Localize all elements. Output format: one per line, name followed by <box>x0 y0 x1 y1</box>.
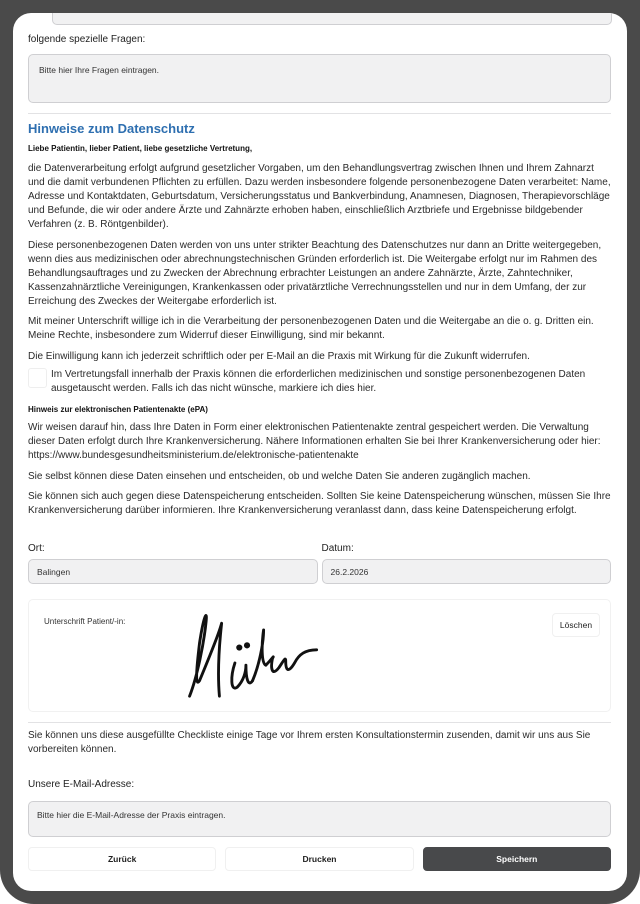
signature-label: Unterschrift Patient/-in: <box>44 617 126 626</box>
questions-textarea[interactable]: Bitte hier Ihre Fragen eintragen. <box>28 54 611 103</box>
privacy-paragraph: die Datenverarbeitung erfolgt aufgrund gesetzlicher Vorgaben, um den Behandlungsvertrag zwischen Ihnen und Ihrem Zahnarzt und die damit verbundenen Pflichten zu erfüllen. Dazu werden insbesondere folgende personenbezogene Daten verarbeitet: Name, Adresse und Kontaktdaten, Geburtsdatum, Versicherungsstatus und Bankverbindung, Anamnesen, Diagnosen, Therapievorschläge und Befunde, die wir oder andere Ärzte und Zahnärzte erhoben haben, einschließlich Arztbriefe und Ergebnisse bildgebender Verfahren (z. B. Röntgenbilder). <box>28 163 611 230</box>
divider <box>28 113 611 114</box>
epa-heading: Hinweis zur elektronischen Patientenakte (ePA) <box>28 405 208 414</box>
place-date-inputs <box>28 559 611 584</box>
action-buttons <box>28 847 611 871</box>
date-input[interactable]: 26.2.2026 <box>322 559 612 584</box>
epa-paragraph: Wir weisen darauf hin, dass Ihre Daten in Form einer elektronischen Patientenakte zentral gespeichert werden. Die Verwaltung dieser Daten erfolgt durch Ihre Krankenversicherung. Nähere Informationen erhalten Sie bei Ihrer Krankenversicherung oder hier: https://www.bundesgesundheitsministerium.de/elektronische-patientenakte <box>28 422 601 461</box>
privacy-paragraph: Mit meiner Unterschrift willige ich in die Verarbeitung der personenbezogenen Daten und die Weitergabe an die o. g. Dritten ein. Meine Rechte, insbesondere zum Widerruf dieser Einwilligung, sind mir bekannt. <box>28 316 594 341</box>
privacy-paragraph: Diese personenbezogenen Daten werden von uns unter strikter Beachtung des Datenschutzes nur dann an Dritte weitergegeben, wenn dies aus medizinischen oder abrechnungstechnischen Gründen erforderlich ist. Die Weitergabe erfolgt nur im Rahmen des Behandlungsauftrages und zu Zwecken der Abrechnung erbrachter Leistungen an andere Zahnärzte, Ärzte, Zahntechniker, Kassenzahnärztliche Vereinigungen, Krankenkassen oder privatärztliche Verrechnungsstellen und nur in dem Umfang, der zur Erreichung des Zweckes der Weitergabe erforderlich ist. <box>28 240 602 307</box>
epa-paragraph: Sie können sich auch gegen diese Datenspeicherung entscheiden. Sollten Sie keine Datenspeicherung wünschen, müssen Sie Ihre Krankenversicherung darüber informieren. Ihre Krankenversicherung veranlasst dann, dass keine Datenspeicherung erfolgt. <box>28 491 611 516</box>
send-note: Sie können uns diese ausgefüllte Checkliste einige Tage vor Ihrem ersten Konsultationstermin zusenden, damit wir uns aus Sie vorbereiten können. <box>28 730 591 755</box>
place-input[interactable]: Balingen <box>28 559 318 584</box>
email-label: Unsere E-Mail-Adresse: <box>28 779 135 790</box>
save-button[interactable]: Speichern <box>423 847 611 871</box>
form-content <box>28 33 611 871</box>
salutation: Liebe Patientin, lieber Patient, liebe gesetzliche Vertretung, <box>28 144 253 153</box>
questions-label: folgende spezielle Fragen: <box>28 34 146 45</box>
place-date-labels <box>28 542 611 556</box>
previous-textarea[interactable] <box>52 13 612 25</box>
substitution-checkbox[interactable] <box>28 368 47 388</box>
clear-signature-button[interactable]: Löschen <box>552 613 600 637</box>
substitution-checkbox-label: Im Vertretungsfall innerhalb der Praxis können die erforderlichen medizinischen und sonstige personenbezogenen Daten ausgetauscht werden. Falls ich das nicht wünsche, markiere ich dies hier. <box>51 369 586 394</box>
email-textarea[interactable]: Bitte hier die E-Mail-Adresse der Praxis eintragen. <box>28 801 611 837</box>
divider <box>28 722 611 723</box>
print-button[interactable]: Drucken <box>225 847 413 871</box>
epa-paragraph: Sie selbst können diese Daten einsehen und entscheiden, ob und welche Daten Sie anderen zugänglich machen. <box>28 471 531 482</box>
signature-drawing <box>177 610 327 705</box>
signature-pad[interactable] <box>28 599 611 712</box>
privacy-heading: Hinweise zum Datenschutz <box>28 121 195 136</box>
substitution-option <box>28 368 611 396</box>
form-screen <box>13 13 627 891</box>
place-label: Ort: <box>28 543 45 554</box>
privacy-paragraph: Die Einwilligung kann ich jederzeit schriftlich oder per E-Mail an die Praxis mit Wirkung für die Zukunft widerrufen. <box>28 351 530 362</box>
date-label: Datum: <box>321 543 354 554</box>
back-button[interactable]: Zurück <box>28 847 216 871</box>
